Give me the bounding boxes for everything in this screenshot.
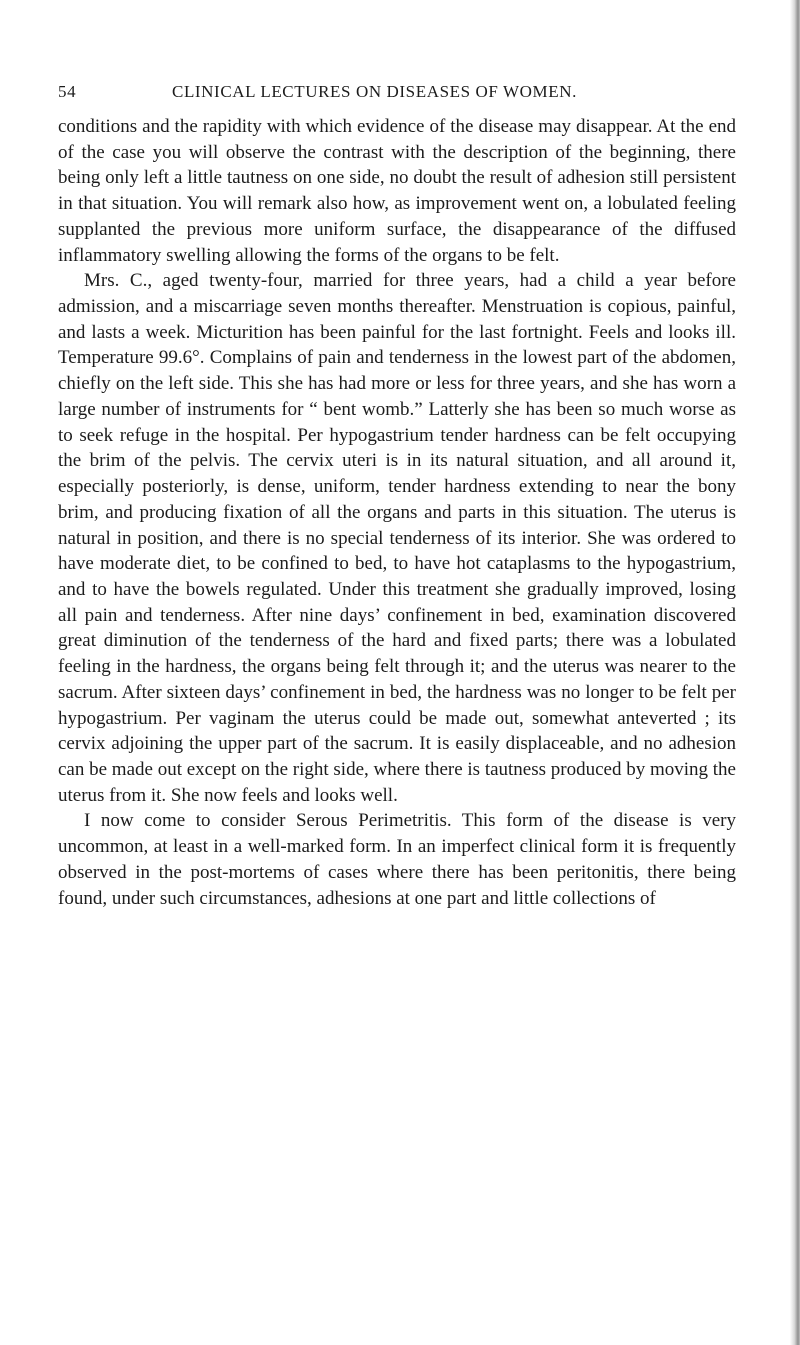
paragraph-case-mrs-c: Mrs. C., aged twenty-four, married for three years, had a child a year before admission, and a miscarriage seven months thereafter. Menstruation is copious, painful, and lasts a week. Micturition has been painful for the last fortnight. Feels and looks ill. Temperature 99.6°. Complains of pain and tenderness in the lowest part of the abdomen, chiefly on the left side. This she has had more or less for three years, and she has worn a large number of instruments for “ bent womb.” Latterly she has been so much worse as to seek refuge in the hospital. Per hypogastrium tender hardness can be felt occupying the brim of the pelvis. The cervix uteri is in its natural situation, and all around it, especially posteriorly, is dense, uniform, tender hardness extending to near the bony brim, and producing fixation of all the organs and parts in this situation. The uterus is natural in position, and there is no special tenderness of its interior. She was ordered to have moderate diet, to be confined to bed, to have hot cataplasms to the hypogastrium, and to have the bowels regulated. Under this treatment she gradually improved, losing all pain and tenderness. After nine days’ confinement in bed, examination discovered great diminution of the tenderness of the hard and fixed parts; there was a lobulated feeling in the hardness, the organs being felt through it; and the uterus was nearer to the sacrum. After sixteen days’ confinement in bed, the hardness was no longer to be felt per hypogastrium. Per vaginam the uterus could be made out, somewhat anteverted ; its cervix adjoining the upper part of the sacrum. It is easily displaceable, and no adhesion can be made out except on the right side, where there is tautness produced by moving the uterus from it. She now feels and looks well. xyxy=(58,270,736,806)
running-title: CLINICAL LECTURES ON DISEASES OF WOMEN. xyxy=(172,82,577,101)
paragraph-serous-perimetritis: I now come to consider Serous Perimetritis. This form of the disease is very uncommon, at least in a well-marked form. In an imperfect clinical form it is frequently observed in the post-mortems of cases where there has been peritonitis, there being found, under such circumstances, adhesions at one part and little collections of xyxy=(58,810,736,909)
page-header xyxy=(58,82,736,110)
book-page-edge xyxy=(790,0,800,1345)
paragraph-continued: conditions and the rapidity with which evidence of the disease may disappear. At the end of the case you will observe the contrast with the description of the beginning, there being only left a little tautness on one side, no doubt the result of adhesion still persistent in that situation. You will remark also how, as improvement went on, a lobulated feeling supplanted the previous more uniform surface, the disappearance of the diffused inflammatory swelling allowing the forms of the organs to be felt. xyxy=(58,116,736,266)
book-page xyxy=(58,82,736,911)
body-text xyxy=(58,114,736,911)
page-number: 54 xyxy=(58,82,77,101)
